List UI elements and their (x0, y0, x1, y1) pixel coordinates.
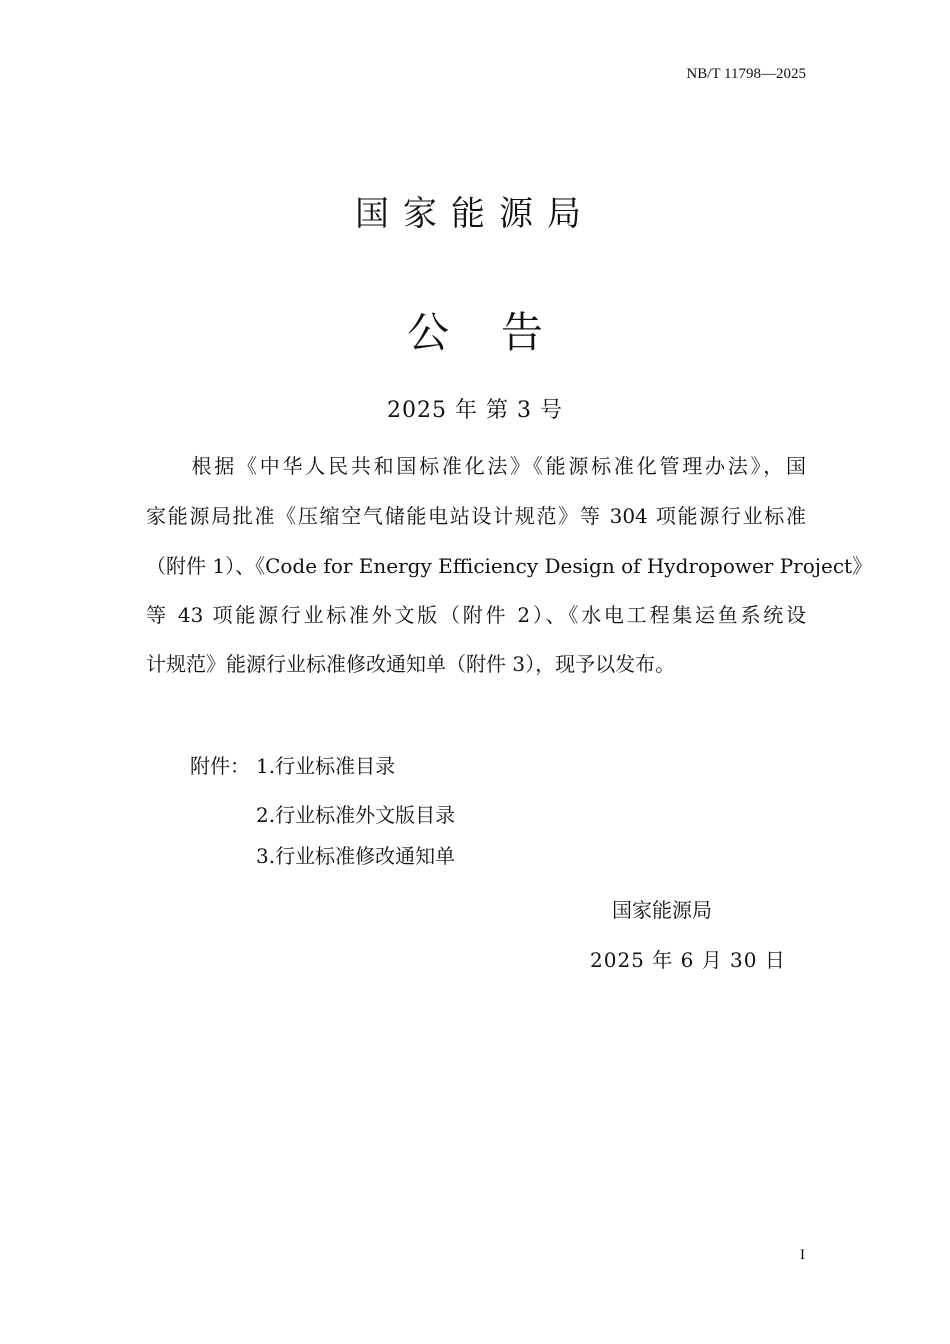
body-line: 根据《中华人民共和国标准化法》《能源标准化管理办法》，国 (146, 454, 806, 478)
attachment-item: 3.行业标准修改通知单 (256, 844, 456, 868)
page-number: I (800, 1247, 805, 1263)
standard-code: NB/T 11798—2025 (686, 66, 806, 82)
body-line: 家能源局批准《压缩空气储能电站设计规范》等 304 项能源行业标准 (146, 504, 806, 528)
signature-date: 2025 年 6 月 30 日 (590, 948, 786, 972)
attachment-item: 2.行业标准外文版目录 (256, 803, 456, 827)
body-line: 等 43 项能源行业标准外文版（附件 2）、《水电工程集运鱼系统设 (146, 603, 806, 627)
attachment-item: 1.行业标准目录 (256, 754, 396, 778)
attachment-label: 附件： (190, 754, 250, 778)
notice-title: 公告 (406, 308, 595, 357)
signature-organization: 国家能源局 (612, 898, 712, 922)
body-line: 计规范》能源行业标准修改通知单（附件 3），现予以发布。 (146, 652, 676, 676)
body-line: （附件 1）、《Code for Energy Efficiency Design of Hydropower Project》 (146, 554, 873, 578)
notice-number: 2025 年 第 3 号 (387, 398, 563, 423)
issuer-title: 国家能源局 (355, 194, 595, 234)
